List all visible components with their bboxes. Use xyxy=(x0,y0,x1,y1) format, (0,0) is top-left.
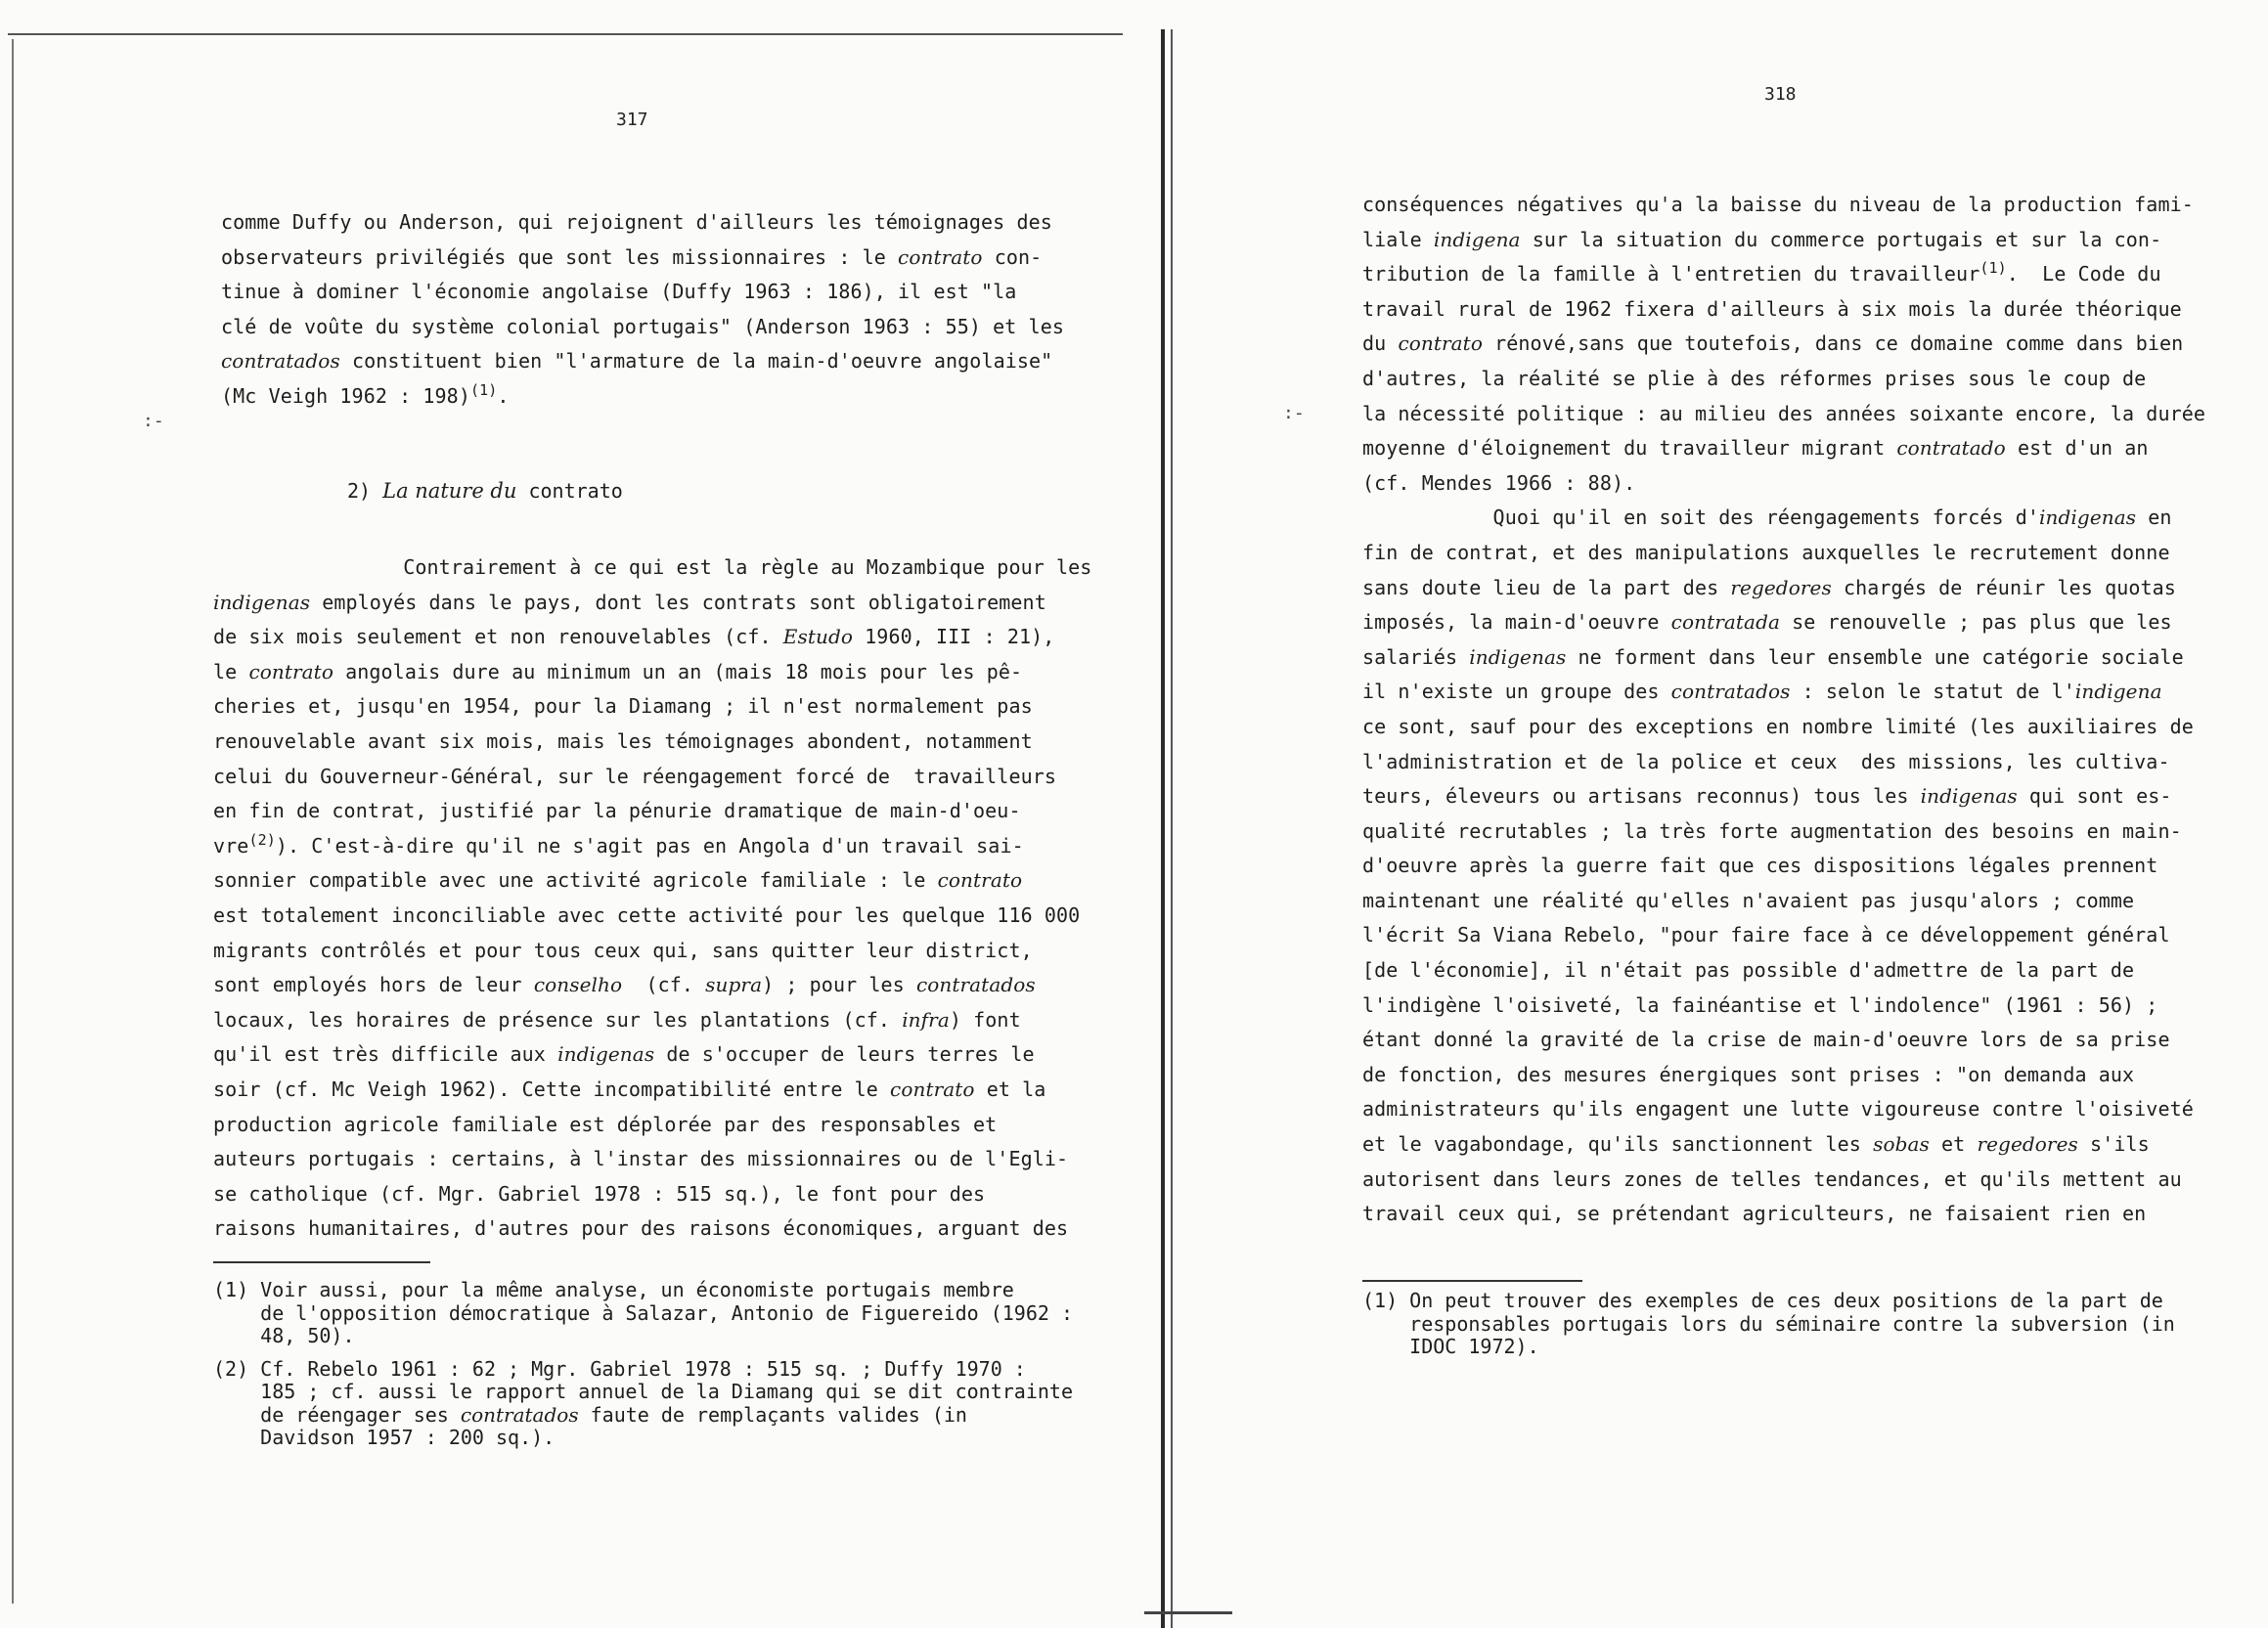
text-line xyxy=(1362,953,2205,989)
text-run: . xyxy=(497,383,510,408)
text-run: chargés de réunir les quotas xyxy=(1831,575,2176,599)
italic-term: sobas xyxy=(1873,1132,1930,1157)
footnote-reference: (1) xyxy=(469,380,498,399)
text-line xyxy=(1362,1127,2205,1163)
text-run: 1960, III : 21), xyxy=(853,625,1055,649)
text-line xyxy=(1362,571,2205,606)
text-line xyxy=(1362,466,2205,502)
margin-mark-left: :- xyxy=(143,411,164,431)
italic-term: contrato xyxy=(248,659,334,683)
text-line xyxy=(213,1381,1073,1404)
text-run: le xyxy=(213,659,249,683)
footnote-reference: (1) xyxy=(1979,259,2007,278)
italic-term: indigenas xyxy=(1469,644,1567,669)
text-line xyxy=(213,829,1091,864)
text-run: qui sont es- xyxy=(2017,784,2172,809)
text-run: auteurs portugais : certains, à l'instar des missionnaires ou de l'Egli- xyxy=(213,1147,1069,1171)
footnotes-left-lines xyxy=(213,1279,1073,1450)
text-run: s'ils xyxy=(2077,1132,2150,1157)
text-run: : selon le statut de l' xyxy=(1790,680,2075,704)
text-run: 48, 50). xyxy=(213,1324,355,1347)
text-run: maintenant une réalité qu'elles n'avaient pas jusqu'alors ; comme xyxy=(1362,888,2135,912)
text-line xyxy=(213,655,1091,690)
italic-term: contrato xyxy=(898,244,983,269)
text-line xyxy=(1362,1023,2205,1058)
italic-term: infra xyxy=(902,1007,950,1032)
text-run: fin de contrat, et des manipulations auxquelles le recrutement donne xyxy=(1362,540,2170,564)
text-run: IDOC 1972). xyxy=(1362,1335,1539,1358)
text-line xyxy=(1362,884,2205,919)
italic-term: indigenas xyxy=(213,590,311,614)
text-run: sans doute lieu de la part des xyxy=(1362,575,1731,599)
italic-term: regedores xyxy=(1730,575,1832,599)
footnotes-right xyxy=(1362,1290,2175,1359)
italic-term: supra xyxy=(705,973,763,997)
page-edge-bottom xyxy=(1144,1611,1232,1614)
heading-italic: La nature du xyxy=(382,479,517,503)
text-run: employés dans le pays, dont les contrats sont obligatoirement xyxy=(310,590,1046,614)
text-run: salariés xyxy=(1362,644,1470,669)
text-run: liale xyxy=(1362,227,1434,251)
text-line xyxy=(1362,397,2205,432)
text-line xyxy=(221,241,1064,276)
text-run: observateurs privilégiés que sont les missionnaires : le xyxy=(221,244,899,269)
text-run: (1) On peut trouver des exemples de ces deux positions de la part de xyxy=(1362,1289,2163,1312)
text-line xyxy=(221,205,1064,241)
text-run: sont employés hors de leur xyxy=(213,973,534,997)
text-run: de réengager ses xyxy=(213,1402,461,1427)
page-edge-top xyxy=(8,33,1123,35)
text-line xyxy=(1362,1092,2205,1127)
page-number-left: 317 xyxy=(616,110,648,130)
text-line xyxy=(213,620,1091,655)
text-run: conséquences négatives qu'a la baisse du niveau de la production fami- xyxy=(1362,193,2194,216)
text-run: de s'occuper de leurs terres le xyxy=(654,1042,1035,1067)
text-run: (cf. xyxy=(622,973,706,997)
text-run: étant donné la gravité de la crise de main-d'oeuvre lors de sa prise xyxy=(1362,1028,2170,1052)
footnote-rule-right xyxy=(1362,1280,1582,1282)
text-line xyxy=(1362,849,2205,884)
text-run: production agricole familiale est déplorée par des responsables et xyxy=(213,1112,998,1136)
text-run: renouvelable avant six mois, mais les témoignages abondent, notamment xyxy=(213,728,1033,753)
text-run: l'indigène l'oisiveté, la fainéantise et l'indolence" (1961 : 56) ; xyxy=(1362,992,2158,1017)
text-run: sur la situation du commerce portugais et sur la con- xyxy=(1520,227,2162,251)
text-run: Contrairement à ce qui est la règle au Mozambique pour les xyxy=(213,555,1092,579)
text-line xyxy=(213,1279,1073,1302)
text-line xyxy=(1362,536,2205,571)
text-run: responsables portugais lors du séminaire contre la subversion (in xyxy=(1362,1311,2175,1336)
text-line xyxy=(1362,1290,2175,1313)
text-run: comme Duffy ou Anderson, qui rejoignent d'ailleurs les témoignages des xyxy=(221,210,1052,234)
left-para1-lines xyxy=(221,205,1064,415)
text-run: et xyxy=(1929,1132,1978,1157)
italic-term: indigenas xyxy=(2039,506,2137,530)
text-run: est totalement inconciliable avec cette activité pour les quelque 116 000 xyxy=(213,902,1081,927)
text-line xyxy=(1362,675,2205,710)
text-run: de six mois seulement et non renouvelables (cf. xyxy=(213,625,783,649)
text-line xyxy=(213,760,1091,795)
italic-term: indigena xyxy=(2074,680,2162,704)
italic-term: contratados xyxy=(1670,680,1791,704)
text-run: l'administration et de la police et ceux des missions, les cultiva- xyxy=(1362,749,2170,773)
text-run: du xyxy=(1362,331,1399,356)
text-run: Quoi qu'il en soit des réengagements forcés d' xyxy=(1362,506,2040,530)
text-line xyxy=(213,1177,1091,1212)
text-run: l'écrit Sa Viana Rebelo, "pour faire face à ce développement général xyxy=(1362,923,2170,947)
text-line xyxy=(1362,327,2205,362)
text-line xyxy=(213,1404,1073,1428)
text-line xyxy=(1362,710,2205,745)
text-line xyxy=(221,344,1064,379)
italic-term: indigenas xyxy=(1920,784,2018,809)
text-line xyxy=(1362,362,2205,397)
text-line xyxy=(213,934,1091,969)
text-line xyxy=(213,1325,1073,1348)
text-run: raisons humanitaires, d'autres pour des raisons économiques, arguant des xyxy=(213,1216,1069,1241)
left-paragraph-1 xyxy=(221,205,1064,415)
footnotes-right-lines xyxy=(1362,1290,2175,1359)
text-run: travail ceux qui, se prétendant agriculteurs, ne faisaient rien en xyxy=(1362,1202,2147,1226)
text-run: qualité recrutables ; la très forte augmentation des besoins en main- xyxy=(1362,818,2182,843)
italic-term: indigena xyxy=(1433,227,1521,251)
book-gutter xyxy=(1161,29,1165,1628)
text-run: ) font xyxy=(949,1007,1021,1032)
text-run: il n'existe un groupe des xyxy=(1362,680,1671,704)
italic-term: contrato xyxy=(1398,331,1483,356)
italic-term: contrato xyxy=(890,1077,975,1101)
text-run: administrateurs qu'ils engagent une lutte vigoureuse contre l'oisiveté xyxy=(1362,1097,2194,1122)
text-line xyxy=(213,794,1091,829)
text-run: ). C'est-à-dire qu'il ne s'agit pas en Angola d'un travail sai- xyxy=(275,833,1024,858)
text-run: se renouvelle ; pas plus que les xyxy=(1780,610,2172,635)
text-line xyxy=(213,1358,1073,1382)
text-run: migrants contrôlés et pour tous ceux qui, sans quitter leur district, xyxy=(213,938,1033,962)
text-line xyxy=(1362,918,2205,953)
text-run: teurs, éleveurs ou artisans reconnus) tous les xyxy=(1362,784,1921,809)
text-run: (1) Voir aussi, pour la même analyse, un économiste portugais membre xyxy=(213,1278,1014,1301)
text-line xyxy=(1362,431,2205,466)
text-run: vre xyxy=(213,833,249,858)
right-body-lines xyxy=(1362,188,2205,1232)
text-run: sonnier compatible avec une activité agricole familiale : le xyxy=(213,868,938,893)
text-run: moyenne d'éloignement du travailleur migrant xyxy=(1362,436,1897,461)
text-run: en xyxy=(2136,506,2172,530)
text-line xyxy=(1362,779,2205,814)
text-run: et le vagabondage, qu'ils sanctionnent les xyxy=(1362,1132,1874,1157)
text-run: est d'un an xyxy=(2005,436,2149,461)
left-paragraph-2 xyxy=(213,550,1091,1247)
text-line xyxy=(213,1003,1091,1038)
text-line xyxy=(1362,1313,2175,1337)
text-run: angolais dure au minimum un an (mais 18 mois pour les pê- xyxy=(333,659,1023,683)
text-run: (cf. Mendes 1966 : 88). xyxy=(1362,470,1636,495)
text-line xyxy=(213,586,1091,621)
text-line xyxy=(1362,1336,2175,1359)
text-line xyxy=(1362,989,2205,1024)
italic-term: contratados xyxy=(221,349,340,374)
italic-term: contrato xyxy=(937,868,1023,893)
book-gutter-shadow xyxy=(1171,29,1173,1628)
text-line xyxy=(1362,745,2205,780)
text-line xyxy=(213,550,1091,586)
italic-term: contratado xyxy=(1896,436,2006,461)
text-line xyxy=(1362,640,2205,676)
text-line xyxy=(213,1211,1091,1247)
italic-term: contratada xyxy=(1670,610,1781,635)
text-run: la nécessité politique : au milieu des années soixante encore, la durée xyxy=(1362,401,2206,425)
text-line xyxy=(213,1073,1091,1108)
text-run: de fonction, des mesures énergiques sont prises : "on demanda aux xyxy=(1362,1062,2135,1086)
italic-term: contratados xyxy=(915,973,1036,997)
text-run: Davidson 1957 : 200 sq.). xyxy=(213,1426,556,1449)
text-line xyxy=(1362,223,2205,258)
text-line xyxy=(221,379,1064,415)
margin-mark-right: :- xyxy=(1283,403,1305,423)
text-run: [de l'économie], il n'était pas possible d'admettre de la part de xyxy=(1362,958,2135,983)
text-run: se catholique (cf. Mgr. Gabriel 1978 : 515 sq.), le font pour des xyxy=(213,1181,986,1206)
text-run: d'oeuvre après la guerre fait que ces dispositions légales prennent xyxy=(1362,854,2158,878)
text-line xyxy=(213,689,1091,725)
text-line xyxy=(1362,1058,2205,1093)
text-run: (Mc Veigh 1962 : 198) xyxy=(221,383,470,408)
text-run: tinue à dominer l'économie angolaise (Duffy 1963 : 186), il est "la xyxy=(221,280,1017,304)
right-body xyxy=(1362,188,2205,1232)
text-line xyxy=(1362,257,2205,292)
text-line xyxy=(213,968,1091,1003)
text-line xyxy=(213,725,1091,760)
text-run: ) ; pour les xyxy=(762,973,916,997)
text-line xyxy=(213,1108,1091,1143)
text-run: et la xyxy=(974,1077,1046,1101)
text-run: cheries et, jusqu'en 1954, pour la Diamang ; il n'est normalement pas xyxy=(213,694,1033,719)
italic-term: contratados xyxy=(460,1402,579,1427)
text-line xyxy=(1362,1197,2205,1232)
text-run: imposés, la main-d'oeuvre xyxy=(1362,610,1671,635)
text-run: qu'il est très difficile aux xyxy=(213,1042,558,1067)
heading-number: 2) xyxy=(347,479,372,503)
page-edge-left xyxy=(12,39,14,1604)
italic-term: indigenas xyxy=(557,1042,655,1067)
text-line xyxy=(1362,292,2205,328)
text-line xyxy=(213,863,1091,899)
text-line xyxy=(1362,188,2205,223)
page-number-right: 318 xyxy=(1764,84,1797,105)
text-line xyxy=(213,1427,1073,1450)
text-line xyxy=(213,1302,1073,1326)
text-run: 185 ; cf. aussi le rapport annuel de la Diamang qui se dit contrainte xyxy=(213,1380,1073,1403)
text-line xyxy=(213,899,1091,934)
text-run: clé de voûte du système colonial portugais" (Anderson 1963 : 55) et les xyxy=(221,314,1065,338)
text-run: faute de remplaçants valides (in xyxy=(578,1402,967,1427)
italic-term: conselho xyxy=(533,973,623,997)
text-run: d'autres, la réalité se plie à des réformes prises sous le coup de xyxy=(1362,366,2147,390)
footnote-rule-left xyxy=(213,1261,430,1263)
text-run: con- xyxy=(982,244,1043,269)
italic-term: regedores xyxy=(1977,1132,2078,1157)
text-run: rénové,sans que toutefois, dans ce domaine comme dans bien xyxy=(1482,331,2184,356)
text-line xyxy=(1362,605,2205,640)
text-run: ne forment dans leur ensemble une catégorie sociale xyxy=(1566,644,2184,669)
heading-rest: contrato xyxy=(528,479,623,503)
text-line xyxy=(213,1037,1091,1073)
text-line xyxy=(1362,814,2205,850)
text-run: celui du Gouverneur-Général, sur le réengagement forcé de travailleurs xyxy=(213,764,1057,788)
text-run: soir (cf. Mc Veigh 1962). Cette incompatibilité entre le xyxy=(213,1077,891,1101)
footnote-reference: (2) xyxy=(248,830,276,849)
section-heading xyxy=(347,479,623,503)
text-run: de l'opposition démocratique à Salazar, Antonio de Figuereido (1962 : xyxy=(213,1300,1073,1325)
text-line xyxy=(1362,1163,2205,1198)
text-run: en fin de contrat, justifié par la pénurie dramatique de main-d'oeu- xyxy=(213,799,1021,823)
text-run: travail rural de 1962 fixera d'ailleurs à six mois la durée théorique xyxy=(1362,296,2182,321)
italic-term: Estudo xyxy=(782,625,854,649)
text-run: ce sont, sauf pour des exceptions en nombre limité (les auxiliaires de xyxy=(1362,714,2194,738)
text-run: constituent bien "l'armature de la main-d'oeuvre angolaise" xyxy=(339,349,1053,374)
text-run: (2) Cf. Rebelo 1961 : 62 ; Mgr. Gabriel 1978 : 515 sq. ; Duffy 1970 : xyxy=(213,1356,1026,1381)
text-line xyxy=(221,275,1064,310)
text-run: . Le Code du xyxy=(2006,262,2161,286)
text-line xyxy=(213,1142,1091,1177)
left-para2-lines xyxy=(213,550,1091,1247)
text-run: tribution de la famille à l'entretien du travailleur xyxy=(1362,262,1980,286)
text-line xyxy=(1362,501,2205,536)
text-run: autorisent dans leurs zones de telles tendances, et qu'ils mettent au xyxy=(1362,1166,2182,1191)
footnotes-left xyxy=(213,1279,1073,1450)
text-run: locaux, les horaires de présence sur les plantations (cf. xyxy=(213,1007,903,1032)
text-line xyxy=(221,310,1064,345)
